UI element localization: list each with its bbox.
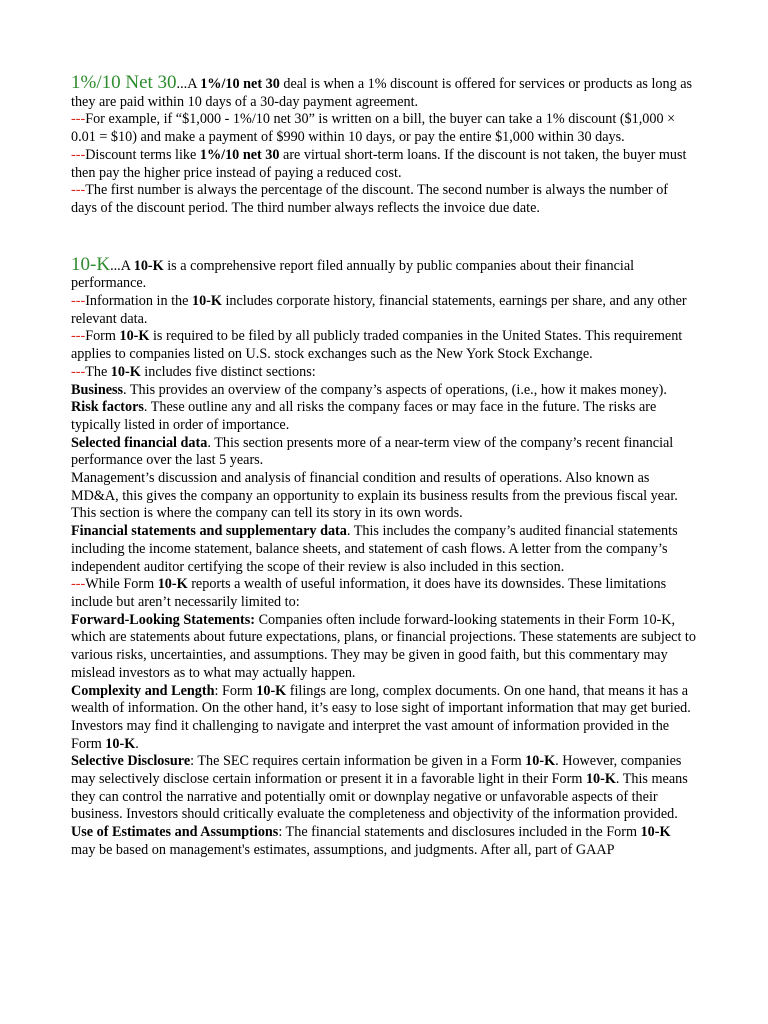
bullet-dash: --- [71,328,86,345]
entry-separator [71,218,696,256]
entry-term: 1%/10 Net 30 [71,72,177,93]
section-mdna: Management’s discussion and analysis of financial condition and results of operations. Also known as MD&A, this gives the company an opportunity to explain its business results from the previous fiscal year. This section is where the company can tell its story in its own words. [71,470,678,522]
downside-complexity: Complexity and Length: Form 10-K filings are long, complex documents. On one hand, that means it has a wealth of information. On the other hand, it’s easy to lose sight of important information that may get buried. Investors may find it challenging to navigate and interpret the vast amount of information provided in the Form 10-K. [71,682,691,752]
entry-bullet: ---For example, if “$1,000 - 1%/10 net 30” is written on a bill, the buyer can take a 1% discount ($1,000 × 0.01 = $10) and make a payment of $990 within 10 days, or pay the entire $1,000 within 30 days. [71,111,676,146]
section-financial-statements: Financial statements and supplementary data. This includes the company’s audited financial statements including the income statement, balance sheets, and statement of cash flows. A letter from the company’s independent auditor certifying the scope of their review is also included in this section. [71,523,678,575]
entry-bullet: ---Form 10-K is required to be filed by all publicly traded companies in the United States. This requirement applies to companies listed on U.S. stock exchanges such as the New York Stock Exchange. [71,328,683,363]
entry-bullet: ---Information in the 10-K includes corporate history, financial statements, earnings per share, and any other relevant data. [71,293,687,327]
bullet-dash: --- [71,293,86,310]
entry-bullet: ---While Form 10-K reports a wealth of useful information, it does have its downsides. These limitations include but aren’t necessarily limited to: [71,576,667,610]
bullet-dash: --- [71,111,86,128]
downside-estimates: Use of Estimates and Assumptions: The financial statements and disclosures included in the Form 10-K may be based on management's estimates, assumptions, and judgments. After all, part of GAAP [71,824,671,858]
section-risk-factors: Risk factors. These outline any and all risks the company faces or may face in the future. The risks are typically listed in order of importance. [71,399,657,433]
entry-definition: 10-K...A 10-K is a comprehensive report filed annually by public companies about their financial performance. [71,253,635,292]
bullet-dash: --- [71,146,86,163]
bullet-dash: --- [71,363,86,380]
entry-term: 10-K [71,253,111,275]
entry-definition: 1%/10 Net 30...A 1%/10 net 30 deal is when a 1% discount is offered for services or products as long as they are paid within 10 days of a 30-day payment agreement. [71,72,693,110]
entry-10-k [71,253,696,860]
downside-forward-looking: Forward-Looking Statements: Companies often include forward-looking statements in their Form 10-K, which are statements about future expectations, plans, or financial projections. These statements are subject to various risks, uncertainties, and assumptions. They may be given in good faith, but this commentary may mislead investors as to what may actually happen. [71,611,696,681]
downside-selective-disclosure: Selective Disclosure: The SEC requires certain information be given in a Form 10-K. However, companies may selectively disclose certain information or present it in a favorable light in their Form 10-K. This means they can control the narrative and potentially omit or downplay negative or unfavorable aspects of their business. Investors should critically evaluate the completeness and objectivity of the information provided. [71,753,688,823]
bullet-dash: --- [71,576,86,593]
entry-bullet: ---The first number is always the percentage of the discount. The second number is always the number of days of the discount period. The third number always reflects the invoice due date. [71,182,669,216]
section-selected-financial-data: Selected financial data. This section presents more of a near-term view of the company’s recent financial performance over the last 5 years. [71,434,674,469]
entry-bullet: ---The 10-K includes five distinct sections: [71,363,316,380]
bullet-dash: --- [71,182,86,199]
section-business: Business. This provides an overview of the company’s aspects of operations, (i.e., how it makes money). [71,381,667,398]
entry-1-10-net-30 [71,74,696,218]
entry-bullet: ---Discount terms like 1%/10 net 30 are virtual short-term loans. If the discount is not taken, the buyer must then pay the higher price instead of paying a reduced cost. [71,146,687,181]
